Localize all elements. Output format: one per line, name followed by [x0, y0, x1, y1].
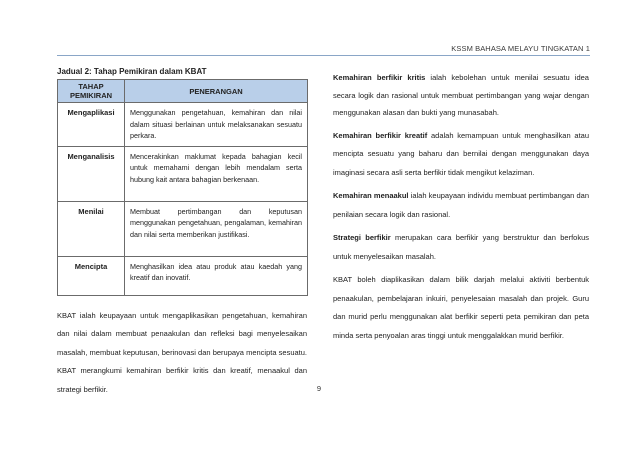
description-cell: Menggunakan pengetahuan, kemahiran dan nilai dalam situasi berlainan untuk melaksanakan sesuatu perkara.	[125, 103, 308, 147]
thinking-levels-table	[57, 79, 308, 296]
description-cell: Mencerakinkan maklumat kepada bahagian kecil untuk memahami dengan lebih mendalam serta hubung kait antara bahagian berkenaan.	[125, 146, 308, 201]
level-cell: Menganalisis	[58, 146, 125, 201]
thinking-strategy-term: Strategi berfikir	[333, 233, 391, 242]
kbat-definition-paragraph: KBAT ialah keupayaan untuk mengaplikasikan pengetahuan, kemahiran dan nilai dalam membuat penaakulan dan refleksi bagi menyelesaikan masalah, membuat keputusan, berinovasi dan berupaya mencipta sesuatu. KBAT merangkumi kemahiran berfikir kritis dan kreatif, menaakul dan strategi berfikir.	[57, 310, 307, 394]
description-cell: Membuat pertimbangan dan keputusan menggunakan pengetahuan, pengalaman, kemahiran dan nilai serta memberikan justifikasi.	[125, 201, 308, 256]
creative-thinking-term: Kemahiran berfikir kreatif	[333, 130, 428, 140]
right-column	[333, 69, 589, 350]
left-column	[57, 67, 307, 399]
creative-thinking-paragraph	[333, 127, 589, 183]
critical-thinking-text: ialah kebolehan untuk menilai sesuatu idea secara logik dan rasional untuk membuat pertimbangan yang wajar dengan menggunakan alasan dan bukti yang munasabah.	[333, 73, 589, 117]
reasoning-text: ialah keupayaan individu membuat pertimbangan dan penilaian secara logik dan rasional.	[333, 191, 589, 219]
column-header-description: PENERANGAN	[125, 80, 308, 103]
critical-thinking-paragraph	[333, 69, 589, 122]
column-header-level: TAHAP PEMIKIRAN	[58, 80, 125, 103]
running-header: KSSM BAHASA MELAYU TINGKATAN 1	[451, 44, 590, 53]
level-cell: Menilai	[58, 201, 125, 256]
level-cell: Mencipta	[58, 256, 125, 295]
description-cell: Menghasilkan idea atau produk atau kaedah yang kreatif dan inovatif.	[125, 256, 308, 295]
critical-thinking-term: Kemahiran berfikir kritis	[333, 73, 426, 82]
kbat-application-paragraph: KBAT boleh diaplikasikan dalam bilik darjah melalui aktiviti berbentuk penaakulan, pembelajaran inkuiri, penyelesaian masalah dan projek. Guru dan murid perlu menggunakan alat berfikir seperti peta pemikiran dan peta minda serta penyoalan aras tinggi untuk menggalakkan murid berfikir.	[333, 275, 589, 340]
creative-thinking-text: adalah kemampuan untuk menghasilkan atau mencipta sesuatu yang baharu dan bernilai dengan menggunakan daya imaginasi secara asli serta berfikir tidak mengikut kelaziman.	[333, 130, 590, 177]
table-header-row	[58, 80, 308, 103]
table-caption: Jadual 2: Tahap Pemikiran dalam KBAT	[57, 67, 207, 76]
reasoning-term: Kemahiran menaakul	[333, 191, 409, 200]
table-row	[58, 201, 308, 256]
page-number: 9	[316, 384, 322, 393]
header-rule	[57, 55, 590, 56]
level-cell: Mengaplikasi	[58, 103, 125, 147]
reasoning-paragraph	[333, 187, 589, 224]
thinking-strategy-paragraph	[333, 229, 589, 266]
table-row	[58, 256, 308, 295]
thinking-strategy-text: merupakan cara berfikir yang berstruktur dan berfokus untuk menyelesaikan masalah.	[333, 233, 589, 261]
table-row	[58, 103, 308, 147]
table-row	[58, 146, 308, 201]
